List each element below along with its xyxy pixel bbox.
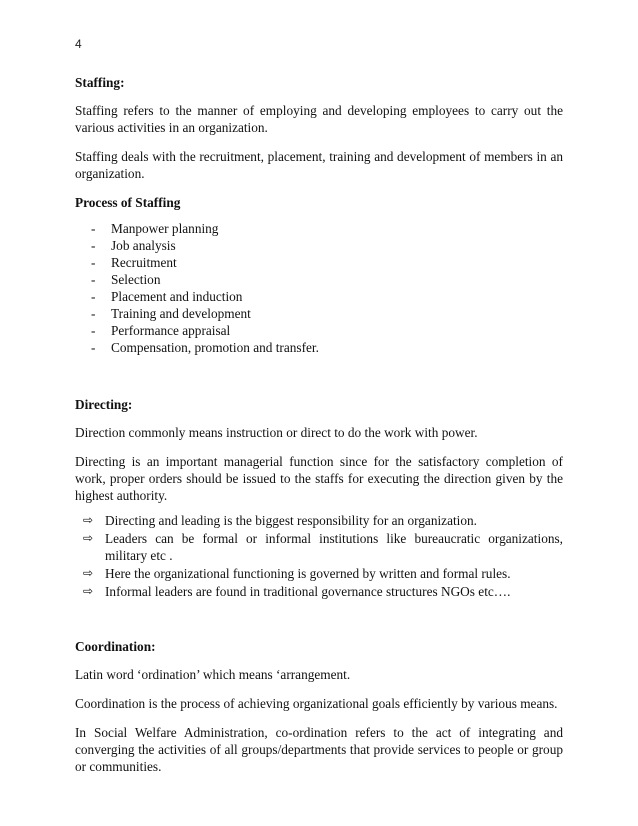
list-item-text: Selection — [111, 272, 161, 287]
dash-bullet: - — [91, 289, 96, 304]
list-item-text: Compensation, promotion and transfer. — [111, 340, 319, 355]
list-item — [91, 305, 563, 322]
arrow-right-icon: ⇨ — [83, 566, 94, 580]
directing-paragraph-2: Directing is an important managerial function since for the satisfactory completion of work, proper orders should be issued to the staffs for executing the direction given by the highest authority. — [75, 454, 563, 503]
list-item — [83, 565, 563, 582]
coordination-paragraph-3: In Social Welfare Administration, co-ordination refers to the act of integrating and converging the activities of all groups/departments that provide services to people or group or communities. — [75, 725, 563, 774]
list-item — [91, 254, 563, 271]
dash-bullet: - — [91, 238, 96, 253]
process-of-staffing-heading: Process of Staffing — [75, 195, 181, 210]
list-item — [91, 237, 563, 254]
dash-bullet: - — [91, 323, 96, 338]
directing-section — [75, 396, 563, 600]
list-item — [91, 288, 563, 305]
dash-bullet: - — [91, 255, 96, 270]
list-item-text: Leaders can be formal or informal institutions like bureaucratic organizations, military etc . — [105, 531, 563, 563]
section-spacer — [75, 356, 563, 396]
list-item-text: Training and development — [111, 306, 251, 321]
directing-paragraph-1: Direction commonly means instruction or direct to do the work with power. — [75, 425, 478, 440]
list-item — [91, 220, 563, 237]
staffing-heading: Staffing: — [75, 75, 125, 90]
list-item-text: Performance appraisal — [111, 323, 231, 338]
arrow-right-icon: ⇨ — [83, 584, 94, 598]
dash-bullet: - — [91, 272, 96, 287]
coordination-paragraph-2: Coordination is the process of achieving organizational goals efficiently by various means. — [75, 696, 558, 711]
list-item — [91, 271, 563, 288]
dash-bullet: - — [91, 306, 96, 321]
staffing-paragraph-1: Staffing refers to the manner of employing and developing employees to carry out the various activities in an organization. — [75, 103, 563, 135]
coordination-section — [75, 638, 563, 775]
staffing-paragraph-2: Staffing deals with the recruitment, placement, training and development of members in an organization. — [75, 149, 563, 181]
coordination-heading: Coordination: — [75, 639, 156, 654]
arrow-right-icon: ⇨ — [83, 513, 94, 527]
list-item — [91, 339, 563, 356]
list-item — [91, 322, 563, 339]
page-number: 4 — [75, 37, 82, 51]
document-body — [75, 74, 563, 787]
list-item-text: Directing and leading is the biggest responsibility for an organization. — [105, 513, 477, 528]
list-item-text: Here the organizational functioning is governed by written and formal rules. — [105, 566, 511, 581]
list-item — [83, 583, 563, 600]
list-item-text: Job analysis — [111, 238, 176, 253]
list-item — [83, 512, 563, 529]
list-item-text: Recruitment — [111, 255, 177, 270]
section-spacer — [75, 601, 563, 638]
directing-points-list — [75, 512, 563, 600]
list-item-text: Manpower planning — [111, 221, 219, 236]
directing-heading: Directing: — [75, 397, 133, 412]
staffing-process-list — [75, 220, 563, 356]
staffing-section — [75, 74, 563, 356]
list-item-text: Placement and induction — [111, 289, 243, 304]
coordination-paragraph-1: Latin word ‘ordination’ which means ‘arrangement. — [75, 667, 351, 682]
dash-bullet: - — [91, 221, 96, 236]
arrow-right-icon: ⇨ — [83, 531, 94, 545]
dash-bullet: - — [91, 340, 96, 355]
list-item-text: Informal leaders are found in traditional governance structures NGOs etc…. — [105, 584, 511, 599]
list-item — [83, 530, 563, 564]
